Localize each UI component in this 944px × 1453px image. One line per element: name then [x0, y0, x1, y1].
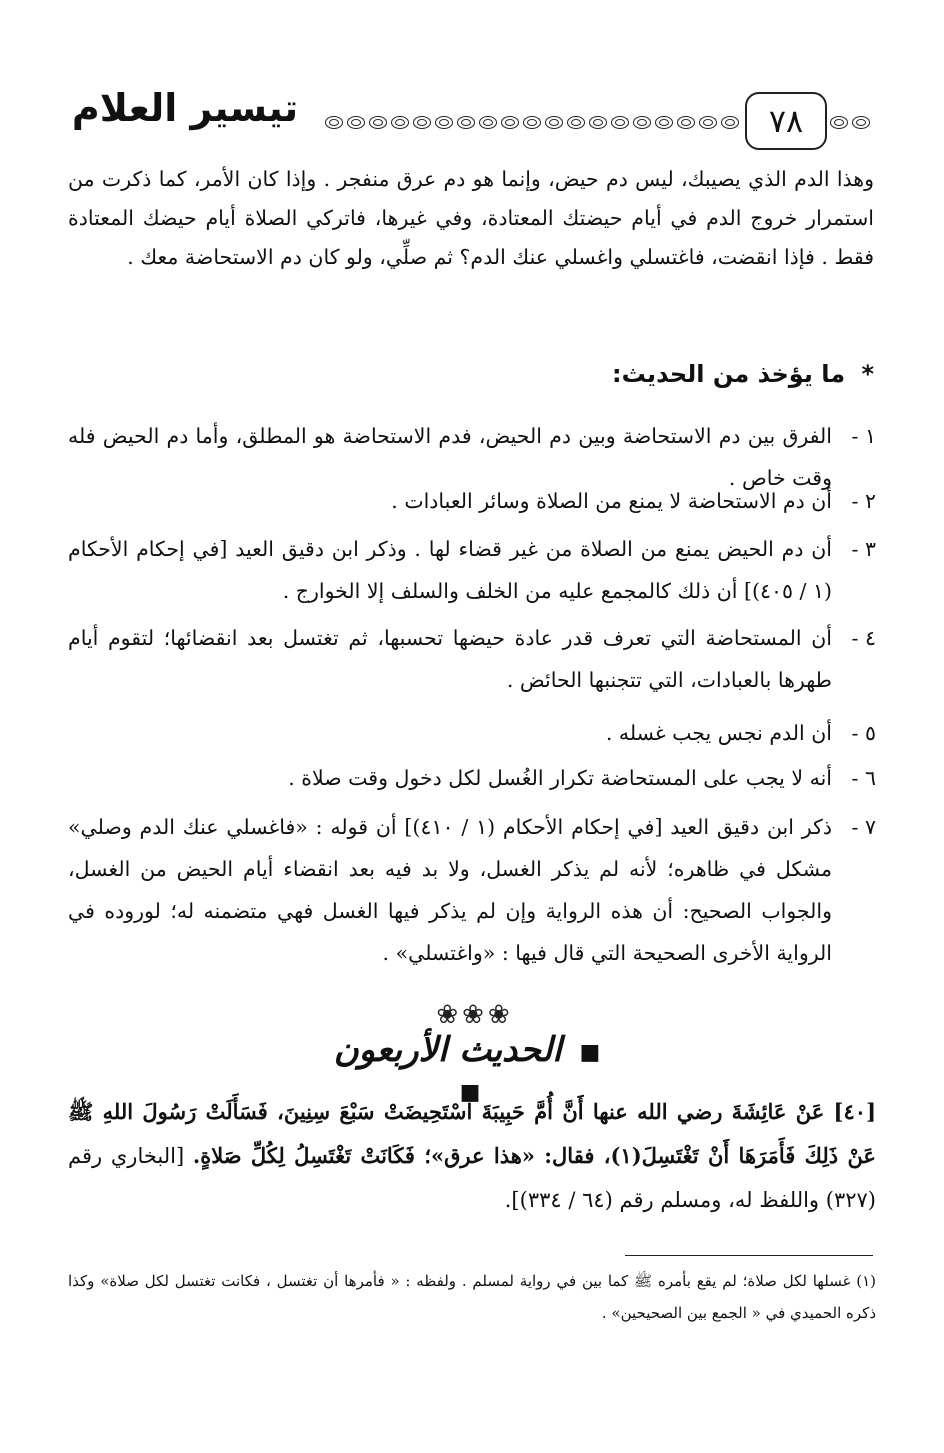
header-ornament-small — [830, 116, 890, 129]
benefit-item — [68, 480, 876, 522]
benefit-item — [68, 617, 876, 701]
benefit-number: ٥ - — [851, 721, 876, 745]
benefit-text: أن دم الحيض يمنع من الصلاة من غير قضاء لها . وذكر ابن دقيق العيد [في إحكام الأحكام (١ / ٤٠٥)] أن ذلك كالمجمع عليه من الخلف والسلف إلا الخوارج . — [68, 537, 832, 603]
benefit-number: ٢ - — [851, 489, 876, 513]
benefit-text: أن الدم نجس يجب غسله . — [605, 721, 832, 745]
benefit-number: ٣ - — [851, 537, 876, 561]
benefit-number: ٦ - — [851, 766, 876, 790]
page-number: ٧٨ — [745, 92, 827, 150]
benefit-number: ٤ - — [851, 626, 876, 650]
hadith-source: [البخاري رقم (٣٢٧) واللفظ له، ومسلم رقم (٦٤ / ٣٣٤)]. — [68, 1144, 876, 1212]
book-title: تيسير العلام — [71, 86, 299, 130]
hadith-heading-text: الحديث الأربعون — [333, 1030, 562, 1070]
benefit-item — [68, 712, 876, 754]
benefit-item — [68, 806, 876, 974]
square-mark: ■ — [459, 1079, 481, 1105]
benefit-text: الفرق بين دم الاستحاضة وبين دم الحيض، فدم الاستحاضة هو المطلق، وأما دم الحيض فله وقت خاص . — [68, 424, 832, 490]
benefit-text: أنه لا يجب على المستحاضة تكرار الغُسل لكل دخول وقت صلاة . — [288, 766, 832, 790]
benefit-number: ٧ - — [851, 815, 876, 839]
flower-separator: ❀❀❀ — [436, 1000, 514, 1030]
footnote: (١) غسلها لكل صلاة؛ لم يقع بأمره ﷺ كما بين في رواية لمسلم . ولفظه : « فأمرها أن تغتسل ، فكانت تغتسل لكل صلاة» وكذا ذكره الحميدي في « الجمع بين الصحيحين» . — [68, 1272, 876, 1322]
benefit-item — [68, 757, 876, 799]
asterisk-mark: * — [861, 360, 874, 388]
benefit-number: ١ - — [851, 424, 876, 448]
hadith-main-text: [٤٠] عَنْ عَائِشَةَ رضي الله عنها أَنَّ أُمَّ حَبِيبَةَ اسْتَحِيضَتْ سَبْعَ سِنِينَ، فَسَأَلَتْ رَسُولَ اللهِ ﷺ عَنْ ذَلِكَ فَأَمَرَهَا أَنْ تَغْتَسِلَ(١)، فقال: «هذا عرق»؛ فَكَانَتْ تَغْتَسِلُ لِكُلِّ صَلاةٍ. — [68, 1099, 876, 1168]
benefit-text: أن دم الاستحاضة لا يمنع من الصلاة وسائر العبادات . — [391, 489, 832, 513]
page-header — [60, 78, 880, 150]
section-heading — [300, 360, 874, 388]
header-ornament-band — [325, 116, 775, 129]
square-mark: ■ — [579, 1039, 601, 1065]
benefit-text: أن المستحاضة التي تعرف قدر عادة حيضها تحسبها، ثم تغتسل بعد انقضائها؛ لتقوم أيام طهرها بالعبادات، التي تتجنبها الحائض . — [68, 626, 832, 692]
footnote-divider — [625, 1255, 873, 1256]
hadith-text-block — [68, 1090, 876, 1222]
benefit-item — [68, 528, 876, 612]
section-heading-text: ما يؤخذ من الحديث: — [612, 360, 846, 388]
benefit-text: ذكر ابن دقيق العيد [في إحكام الأحكام (١ / ٤١٠)] أن قوله : «فاغسلي عنك الدم وصلي» مشكل في ظاهره؛ لأنه لم يذكر الغسل، ولا بد فيه بعد انقضاء أيام الحيض من الغسل، والجواب الصحيح: أن هذه الرواية وإن لم يذكر فيها الغسل فهي متضمنه له؛ لوروده في الرواية الأخرى الصحيحة التي قال فيها : «واغتسلي» . — [68, 815, 832, 965]
intro-paragraph: وهذا الدم الذي يصيبك، ليس دم حيض، وإنما هو دم عرق منفجر . وإذا كان الأمر، كما ذكرت من استمرار خروج الدم في أيام حيضتك المعتادة، وفي غيرها، فاتركي الصلاة أيام حيضك المعتادة فقط . فإذا انقضت، فاغتسلي واغسلي عنك الدم؟ ثم صلِّي، ولو كان دم الاستحاضة معك . — [68, 167, 874, 269]
